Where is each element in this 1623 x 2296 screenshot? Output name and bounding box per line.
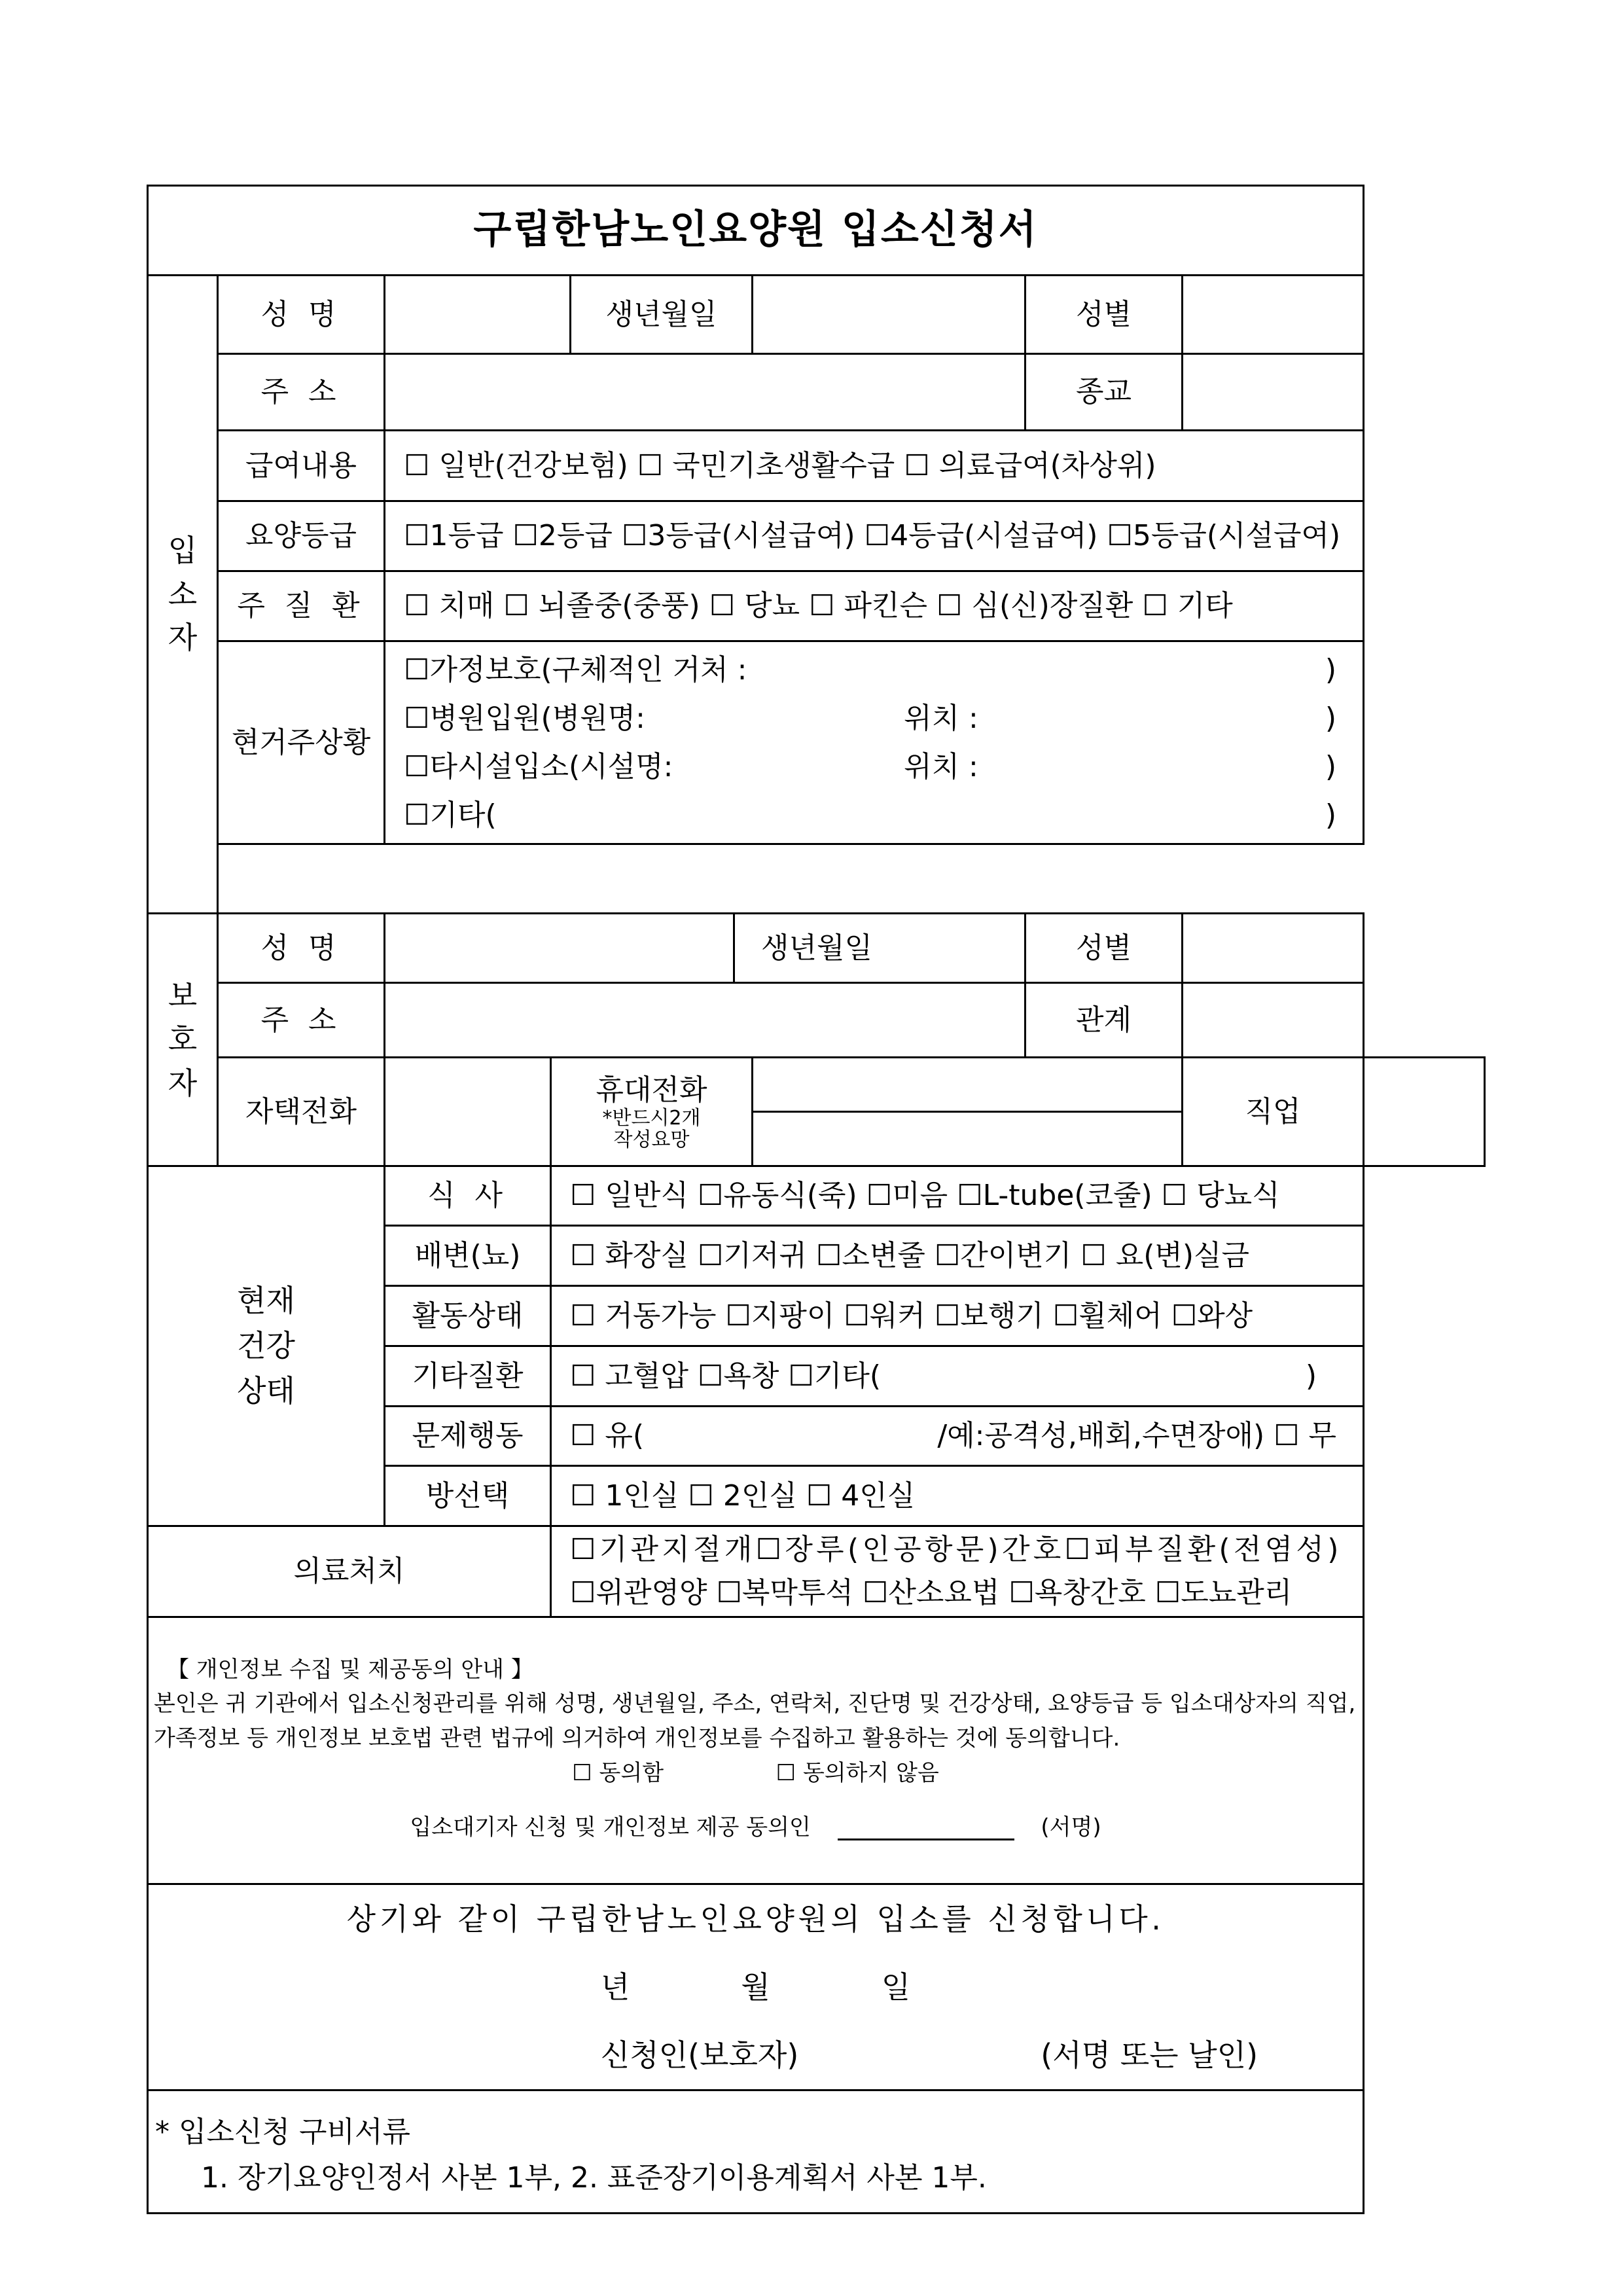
- room-options[interactable]: ☐ 1인실 ☐ 2인실 ☐ 4인실: [551, 1466, 1364, 1526]
- applicant-birth-label: 생년월일: [571, 276, 753, 354]
- room-label: 방선택: [385, 1466, 551, 1526]
- privacy-heading: 【 개인정보 수집 및 제공동의 안내 】: [167, 1656, 533, 1683]
- application-form: [147, 185, 1486, 2214]
- mobile-label-cell: [551, 1058, 753, 1166]
- documents-items: 1. 장기요양인정서 사본 1부, 2. 표준장기이용계획서 사본 1부.: [201, 2161, 987, 2195]
- guardian-group-label: 보 호 자: [148, 914, 218, 1166]
- activity-label: 활동상태: [385, 1286, 551, 1346]
- residence-home[interactable]: ☐가정보호(구체적인 거처 :: [404, 653, 747, 687]
- documents-heading: * 입소신청 구비서류: [155, 2115, 411, 2149]
- meal-label: 식 사: [385, 1166, 551, 1226]
- applicant-birth-field[interactable]: [753, 276, 1026, 354]
- care-grade-options[interactable]: ☐1등급 ☐2등급 ☐3등급(시설급여) ☐4등급(시설급여) ☐5등급(시설급여): [385, 501, 1364, 571]
- activity-options[interactable]: ☐ 거동가능 ☐지팡이 ☐워커 ☐보행기 ☐휠체어 ☐와상: [551, 1286, 1364, 1346]
- guardian-relation-field[interactable]: [1183, 983, 1364, 1058]
- job-field[interactable]: [1364, 1058, 1485, 1166]
- guardian-relation-label: 관계: [1026, 983, 1183, 1058]
- home-phone-field[interactable]: [385, 1058, 551, 1166]
- guardian-birth-label: 생년월일: [734, 914, 1026, 983]
- mobile-fields[interactable]: [753, 1058, 1183, 1166]
- meal-options[interactable]: ☐ 일반식 ☐유동식(죽) ☐미음 ☐L-tube(코줄) ☐ 당뇨식: [551, 1166, 1364, 1226]
- behavior-label: 문제행동: [385, 1407, 551, 1466]
- mobile-label: 휴대전화: [596, 1073, 707, 1107]
- other-disease-label: 기타질환: [385, 1346, 551, 1407]
- job-label: 직업: [1183, 1058, 1364, 1166]
- mobile-field-1[interactable]: [753, 1058, 1181, 1113]
- disagree-option[interactable]: ☐ 동의하지 않음: [776, 1759, 939, 1786]
- residence-facility[interactable]: ☐타시설입소(시설명:: [404, 749, 673, 783]
- medical-line-1[interactable]: ☐기관지절개☐장루(인공항문)간호☐피부질환(전염성): [570, 1533, 1342, 1566]
- privacy-section: [148, 1617, 1364, 1884]
- guardian-address-label: 주 소: [218, 983, 385, 1058]
- excretion-options[interactable]: ☐ 화장실 ☐기저귀 ☐소변줄 ☐간이변기 ☐ 요(변)실금: [551, 1226, 1364, 1286]
- signature-blank[interactable]: [838, 1816, 1014, 1840]
- applicant-religion-label: 종교: [1026, 354, 1183, 431]
- documents-section: [148, 2090, 1364, 2214]
- other-disease-options[interactable]: ☐ 고혈압 ☐욕창 ☐기타( ): [551, 1346, 1364, 1407]
- applicant-name-field[interactable]: [385, 276, 571, 354]
- benefit-label: 급여내용: [218, 431, 385, 501]
- applicant-address-label: 주 소: [218, 354, 385, 431]
- agree-option[interactable]: ☐ 동의함: [572, 1759, 664, 1786]
- care-grade-label: 요양등급: [218, 501, 385, 571]
- health-group-label: 현재 건강 상태: [148, 1166, 385, 1526]
- form-title: 구립한남노인요양원 입소신청서: [148, 186, 1364, 276]
- guardian-name-label: 성 명: [218, 914, 385, 983]
- guardian-sex-field[interactable]: [1183, 914, 1364, 983]
- declaration-signature[interactable]: 신청인(보호자) (서명 또는 날인): [600, 2037, 1258, 2073]
- declaration-date[interactable]: 년 월 일: [600, 1969, 911, 2005]
- applicant-sex-field[interactable]: [1183, 276, 1364, 354]
- residence-label: 현거주상황: [218, 641, 385, 844]
- home-phone-label: 자택전화: [218, 1058, 385, 1166]
- privacy-sign-line: 입소대기자 신청 및 개인정보 제공 동의인 (서명): [410, 1814, 1101, 1840]
- main-disease-label: 주 질 환: [218, 571, 385, 641]
- residence-other[interactable]: ☐기타(: [404, 798, 497, 832]
- residence-options[interactable]: ☐가정보호(구체적인 거처 : ) ☐병원입원(병원명: 위치 : ) ☐타시설입소(시설명: 위치 : ) ☐기타( ): [385, 641, 1364, 844]
- guardian-sex-label: 성별: [1026, 914, 1183, 983]
- privacy-body: 본인은 귀 기관에서 입소신청관리를 위해 성명, 생년월일, 주소, 연락처, 진단명 및 건강상태, 요양등급 등 입소대상자의 직업, 가족정보 등 개인정보 보호법 관련 법규에 의거하여 개인정보를 수집하고 활용하는 것에 동의합니다.: [154, 1691, 1356, 1752]
- residence-hospital[interactable]: ☐병원입원(병원명:: [404, 701, 645, 735]
- applicant-sex-label: 성별: [1026, 276, 1183, 354]
- medical-options[interactable]: [551, 1526, 1364, 1617]
- declaration-statement: 상기와 같이 구립한남노인요양원의 입소를 신청합니다.: [346, 1901, 1165, 1937]
- mobile-note-1: *반드시2개: [602, 1107, 701, 1130]
- guardian-address-field[interactable]: [385, 983, 1026, 1058]
- mobile-field-2[interactable]: [753, 1113, 1181, 1165]
- applicant-group-label: 입 소 자: [148, 276, 218, 914]
- guardian-name-field[interactable]: [385, 914, 734, 983]
- mobile-note-2: 작성요망: [613, 1128, 690, 1152]
- privacy-consent[interactable]: [154, 1756, 1357, 1791]
- declaration-section: [148, 1884, 1364, 2090]
- medical-label: 의료처치: [148, 1526, 551, 1617]
- main-disease-options[interactable]: ☐ 치매 ☐ 뇌졸중(중풍) ☐ 당뇨 ☐ 파킨슨 ☐ 심(신)장질환 ☐ 기타: [385, 571, 1364, 641]
- applicant-name-label: 성 명: [218, 276, 385, 354]
- excretion-label: 배변(뇨): [385, 1226, 551, 1286]
- medical-line-2[interactable]: ☐위관영양 ☐복막투석 ☐산소요법 ☐욕창간호 ☐도뇨관리: [570, 1576, 1293, 1609]
- applicant-address-field[interactable]: [385, 354, 1026, 431]
- applicant-religion-field[interactable]: [1183, 354, 1364, 431]
- behavior-options[interactable]: ☐ 유( /예:공격성,배회,수면장애) ☐ 무: [551, 1407, 1364, 1466]
- benefit-options[interactable]: ☐ 일반(건강보험) ☐ 국민기초생활수급 ☐ 의료급여(차상위): [385, 431, 1364, 501]
